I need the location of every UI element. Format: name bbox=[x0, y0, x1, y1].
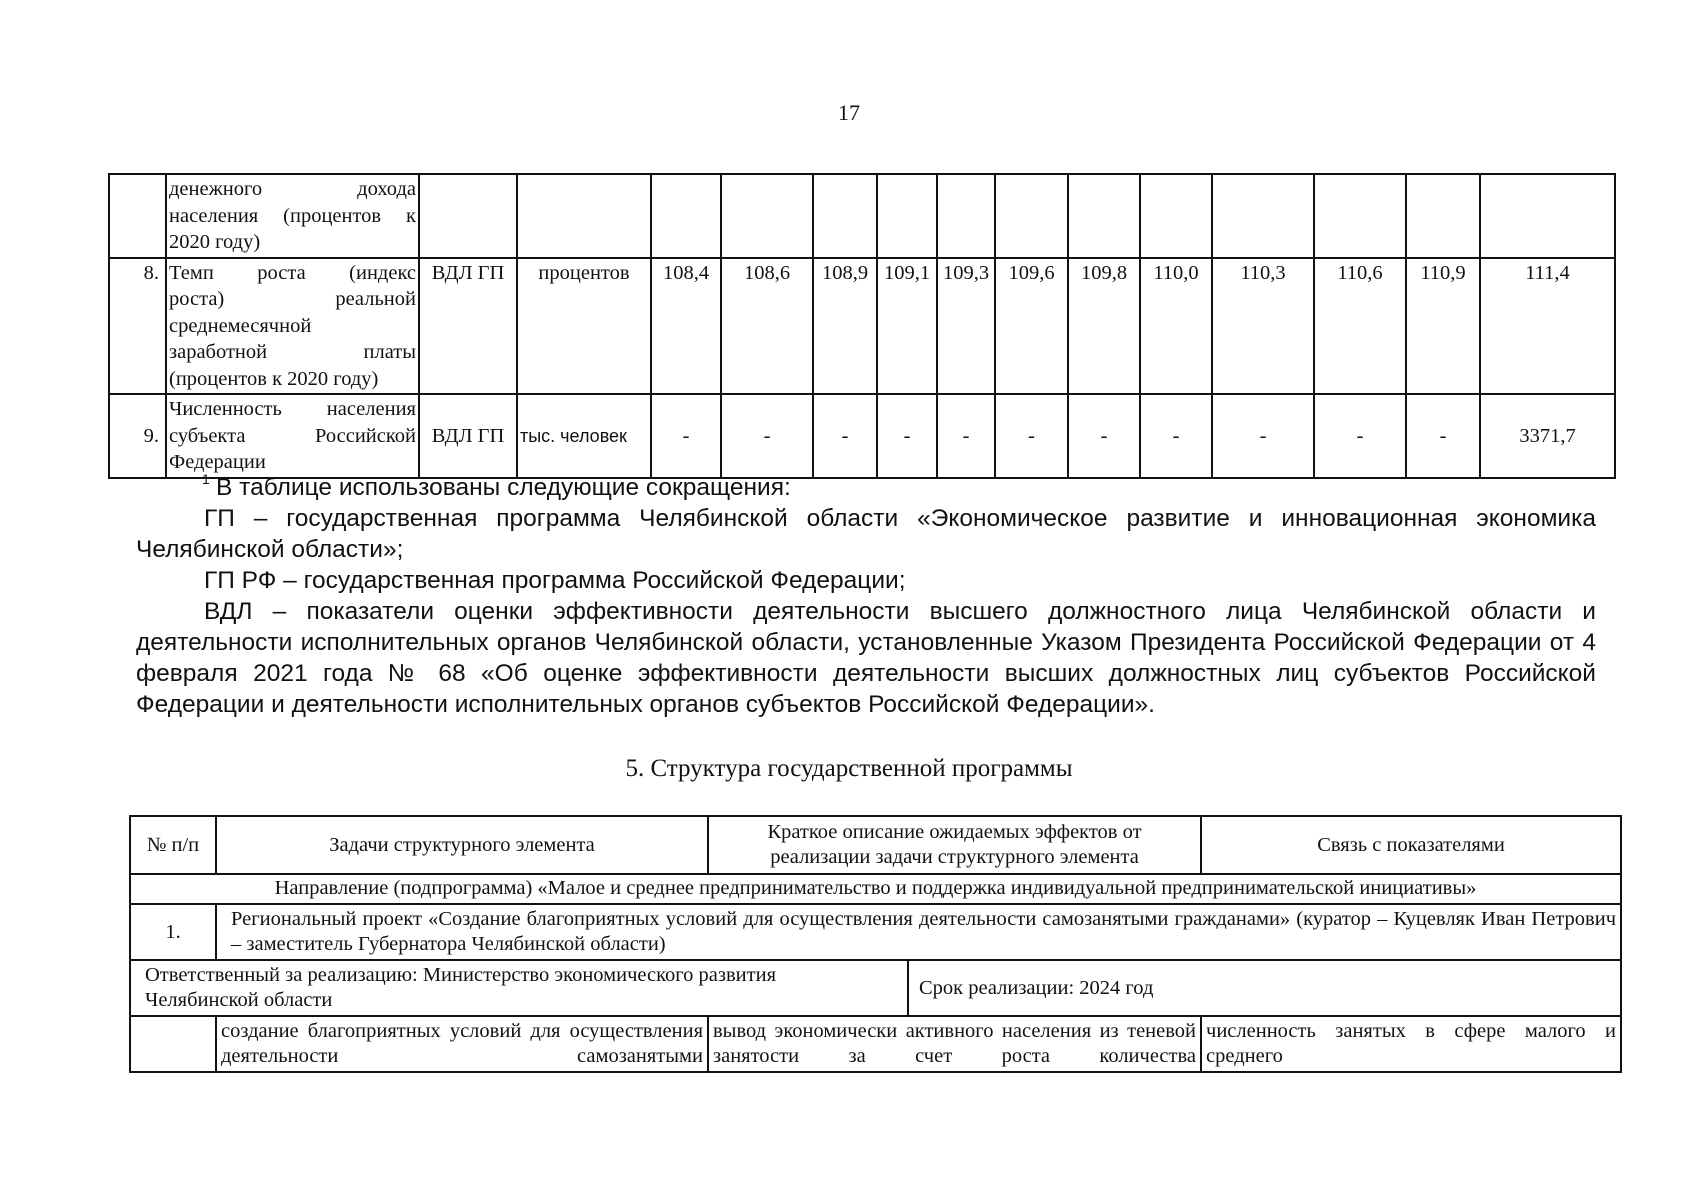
value-cell: 110,0 bbox=[1140, 258, 1212, 395]
value-cell: 110,3 bbox=[1212, 258, 1314, 395]
value-cell: 109,8 bbox=[1068, 258, 1140, 395]
project-row bbox=[130, 904, 1621, 960]
value-cell: 109,6 bbox=[995, 258, 1068, 395]
footnote-intro: В таблице использованы следующие сокращения: bbox=[216, 474, 791, 501]
page-number: 17 bbox=[838, 100, 860, 125]
table-header-row bbox=[130, 816, 1621, 874]
value-cell: 109,1 bbox=[877, 258, 937, 395]
section-title: 5. Структура государственной программы bbox=[625, 755, 1073, 782]
indicator-name-cell: Численность населения субъекта Российской Федерации bbox=[166, 394, 419, 478]
continuation-row bbox=[109, 174, 1615, 258]
indicator-type: ВДЛ ГП bbox=[419, 394, 517, 478]
value-cell: - bbox=[1406, 394, 1480, 478]
task-cell: создание благоприятных условий для осуществления деятельности самозанятыми bbox=[216, 1016, 708, 1072]
indicator-type: ВДЛ ГП bbox=[419, 258, 517, 395]
indicator-unit: тыс. человек bbox=[517, 394, 651, 478]
table-row bbox=[109, 258, 1615, 395]
value-cell: 110,9 bbox=[1406, 258, 1480, 395]
row-number: 8. bbox=[109, 258, 166, 395]
project-title: Региональный проект «Создание благоприятных условий для осуществления деятельности самозанятыми гражданами» (куратор – Куцевляк Иван Петрович – заместитель Губернатора Челябинской области) bbox=[216, 904, 1621, 960]
value-cell: 109,3 bbox=[937, 258, 995, 395]
footnote-gp: ГП – государственная программа Челябинской области «Экономическое развитие и инновационная экономика Челябинской области»; bbox=[136, 505, 1596, 563]
value-cell: - bbox=[651, 394, 721, 478]
value-cell: 3371,7 bbox=[1480, 394, 1615, 478]
value-cell: - bbox=[1068, 394, 1140, 478]
table-row bbox=[109, 394, 1615, 478]
value-cell: - bbox=[1314, 394, 1406, 478]
value-cell: 108,6 bbox=[721, 258, 813, 395]
header-effects: Краткое описание ожидаемых эффектов от реализации задачи структурного элемента bbox=[708, 816, 1201, 874]
value-cell: 108,9 bbox=[813, 258, 877, 395]
value-cell: - bbox=[721, 394, 813, 478]
value-cell: 111,4 bbox=[1480, 258, 1615, 395]
table-row bbox=[130, 1016, 1621, 1072]
value-cell: - bbox=[877, 394, 937, 478]
term: Срок реализации: 2024 год bbox=[908, 960, 1621, 1016]
responsible: Ответственный за реализацию: Министерство экономического развития Челябинской области bbox=[130, 960, 908, 1016]
effect-cell: вывод экономически активного населения из теневой занятости за счет роста количества bbox=[708, 1016, 1201, 1072]
value-cell: 108,4 bbox=[651, 258, 721, 395]
value-cell: - bbox=[937, 394, 995, 478]
header-link: Связь с показателями bbox=[1201, 816, 1621, 874]
direction-title: Направление (подпрограмма) «Малое и среднее предпринимательство и поддержка индивидуальной предпринимательской инициативы» bbox=[130, 874, 1621, 904]
link-cell: численность занятых в сфере малого и среднего bbox=[1201, 1016, 1621, 1072]
footnote bbox=[136, 472, 1596, 720]
structure-table bbox=[129, 815, 1622, 1073]
row-number: 9. bbox=[109, 394, 166, 478]
footnote-vdl: ВДЛ – показатели оценки эффективности деятельности высшего должностного лица Челябинской области и деятельности исполнительных органов Челябинской области, установленные Указом Президента Российской Федерации от 4 февраля 2021 года № 68 «Об оценке эффективности деятельности высших должностных лиц субъектов Российской Федерации и деятельности исполнительных органов субъектов Российской Федерации». bbox=[136, 598, 1596, 718]
value-cell: - bbox=[813, 394, 877, 478]
project-number: 1. bbox=[130, 904, 216, 960]
value-cell: - bbox=[1140, 394, 1212, 478]
footnote-gp-rf: ГП РФ – государственная программа Российской Федерации; bbox=[204, 567, 906, 594]
header-num: № п/п bbox=[130, 816, 216, 874]
indicators-table bbox=[108, 173, 1616, 479]
indicator-name-cell: денежного дохода населения (процентов к 2020 году) bbox=[166, 174, 419, 258]
value-cell: 110,6 bbox=[1314, 258, 1406, 395]
value-cell: - bbox=[995, 394, 1068, 478]
responsible-row bbox=[130, 960, 1621, 1016]
indicator-unit: процентов bbox=[517, 258, 651, 395]
value-cell: - bbox=[1212, 394, 1314, 478]
header-tasks: Задачи структурного элемента bbox=[216, 816, 708, 874]
direction-row bbox=[130, 874, 1621, 904]
indicator-name-cell: Темп роста (индекс роста) реальной среднемесячной заработной платы (процентов к 2020 году) bbox=[166, 258, 419, 395]
footnote-marker: 1 bbox=[202, 471, 210, 487]
